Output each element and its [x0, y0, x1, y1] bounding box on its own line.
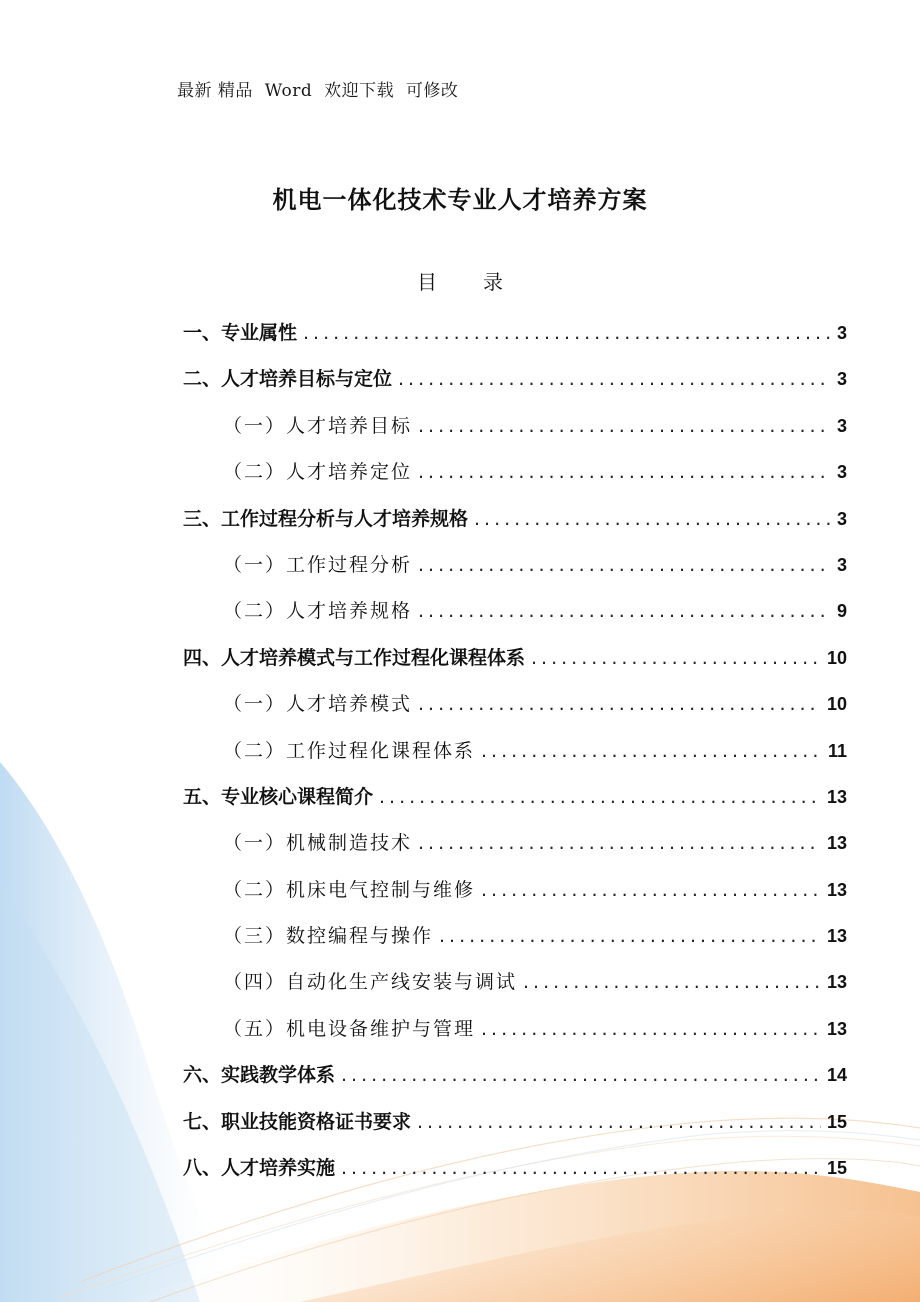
toc-dot-leader	[481, 1012, 821, 1046]
toc-entry-page-number: 15	[826, 1158, 847, 1179]
toc-entry-label: （四）自动化生产线安装与调试	[223, 971, 518, 994]
toc-dot-leader	[418, 455, 831, 489]
toc-entry[interactable]	[183, 548, 847, 594]
toc-dot-leader	[523, 965, 821, 999]
toc-dot-leader	[439, 919, 821, 953]
toc-dot-leader	[417, 1105, 821, 1139]
toc-entry-page-number: 10	[826, 647, 847, 668]
toc-dot-leader	[379, 780, 821, 814]
toc-entry-page-number: 13	[826, 833, 847, 854]
toc-entry-page-number: 13	[826, 879, 847, 900]
toc-entry-label: 八、人才培养实施	[183, 1157, 336, 1180]
toc-entry[interactable]	[183, 687, 847, 733]
toc-entry[interactable]	[183, 734, 847, 780]
toc-entry-page-number: 3	[836, 462, 847, 483]
toc-entry-label: （三）数控编程与操作	[223, 925, 434, 948]
toc-entry-page-number: 3	[836, 508, 847, 529]
toc-entry-page-number: 3	[836, 323, 847, 343]
toc-entry-page-number: 9	[836, 601, 847, 622]
toc-entry-page-number: 13	[826, 972, 847, 993]
toc-entry-label: （一）人才培养模式	[223, 693, 413, 716]
toc-entry[interactable]	[183, 1105, 847, 1151]
toc-entry[interactable]	[183, 826, 847, 872]
toc-entry[interactable]	[183, 1058, 847, 1104]
table-of-contents	[183, 316, 847, 1197]
document-title: 机电一体化技术专业人才培养方案	[272, 186, 648, 214]
toc-dot-leader	[474, 502, 831, 536]
toc-entry-page-number: 13	[826, 926, 847, 947]
toc-entry[interactable]	[183, 362, 847, 408]
toc-entry[interactable]	[183, 1012, 847, 1058]
toc-entry[interactable]	[183, 965, 847, 1011]
toc-entry-label: （一）工作过程分析	[223, 553, 413, 576]
toc-entry-label: （二）人才培养规格	[223, 600, 413, 623]
toc-entry[interactable]	[183, 409, 847, 455]
toc-entry-label: （二）机床电气控制与维修	[223, 878, 476, 901]
toc-dot-leader	[418, 409, 831, 443]
toc-entry-label: 六、实践教学体系	[183, 1064, 336, 1087]
toc-entry-page-number: 10	[826, 694, 847, 715]
toc-dot-leader	[398, 362, 831, 396]
toc-entry-page-number: 3	[836, 415, 847, 436]
toc-entry-page-number: 14	[826, 1065, 847, 1086]
toc-entry-page-number: 3	[836, 554, 847, 575]
toc-dot-leader	[341, 1151, 821, 1185]
toc-entry-label: （二）人才培养定位	[223, 461, 413, 484]
toc-dot-leader	[418, 826, 821, 860]
toc-heading	[0, 266, 920, 295]
toc-entry[interactable]	[183, 594, 847, 640]
toc-entry[interactable]	[183, 455, 847, 501]
toc-entry-label: 一、专业属性	[183, 322, 298, 344]
toc-dot-leader	[341, 1058, 821, 1092]
toc-entry-label: （一）机械制造技术	[223, 832, 413, 855]
toc-entry-label: （五）机电设备维护与管理	[223, 1017, 476, 1040]
toc-dot-leader	[303, 316, 831, 350]
toc-heading-char: 录	[483, 270, 503, 294]
toc-entry[interactable]	[183, 316, 847, 362]
toc-dot-leader	[418, 548, 831, 582]
toc-entry[interactable]	[183, 780, 847, 826]
toc-dot-leader	[481, 873, 821, 907]
toc-entry-label: 五、专业核心课程简介	[183, 785, 374, 808]
header-note: 最新 精品 Word 欢迎下载 可修改	[177, 81, 459, 101]
toc-entry[interactable]	[183, 1151, 847, 1197]
toc-dot-leader	[531, 641, 821, 675]
toc-entry-page-number: 15	[826, 1111, 847, 1132]
toc-entry-page-number: 13	[826, 786, 847, 807]
toc-entry-page-number: 13	[826, 1018, 847, 1039]
toc-heading-char: 目	[417, 270, 437, 294]
toc-entry[interactable]	[183, 502, 847, 548]
toc-entry[interactable]	[183, 873, 847, 919]
toc-entry[interactable]	[183, 641, 847, 687]
toc-entry-label: （二）工作过程化课程体系	[223, 739, 476, 762]
toc-entry-label: 七、职业技能资格证书要求	[183, 1110, 412, 1133]
toc-dot-leader	[481, 734, 822, 768]
toc-dot-leader	[418, 687, 821, 721]
toc-entry-page-number: 11	[827, 740, 847, 761]
toc-entry-label: 二、人才培养目标与定位	[183, 368, 393, 391]
toc-entry[interactable]	[183, 919, 847, 965]
toc-entry-label: 三、工作过程分析与人才培养规格	[183, 507, 469, 530]
toc-entry-label: 四、人才培养模式与工作过程化课程体系	[183, 646, 526, 669]
toc-entry-page-number: 3	[836, 369, 847, 390]
toc-dot-leader	[418, 594, 831, 628]
toc-entry-label: （一）人才培养目标	[223, 414, 413, 437]
